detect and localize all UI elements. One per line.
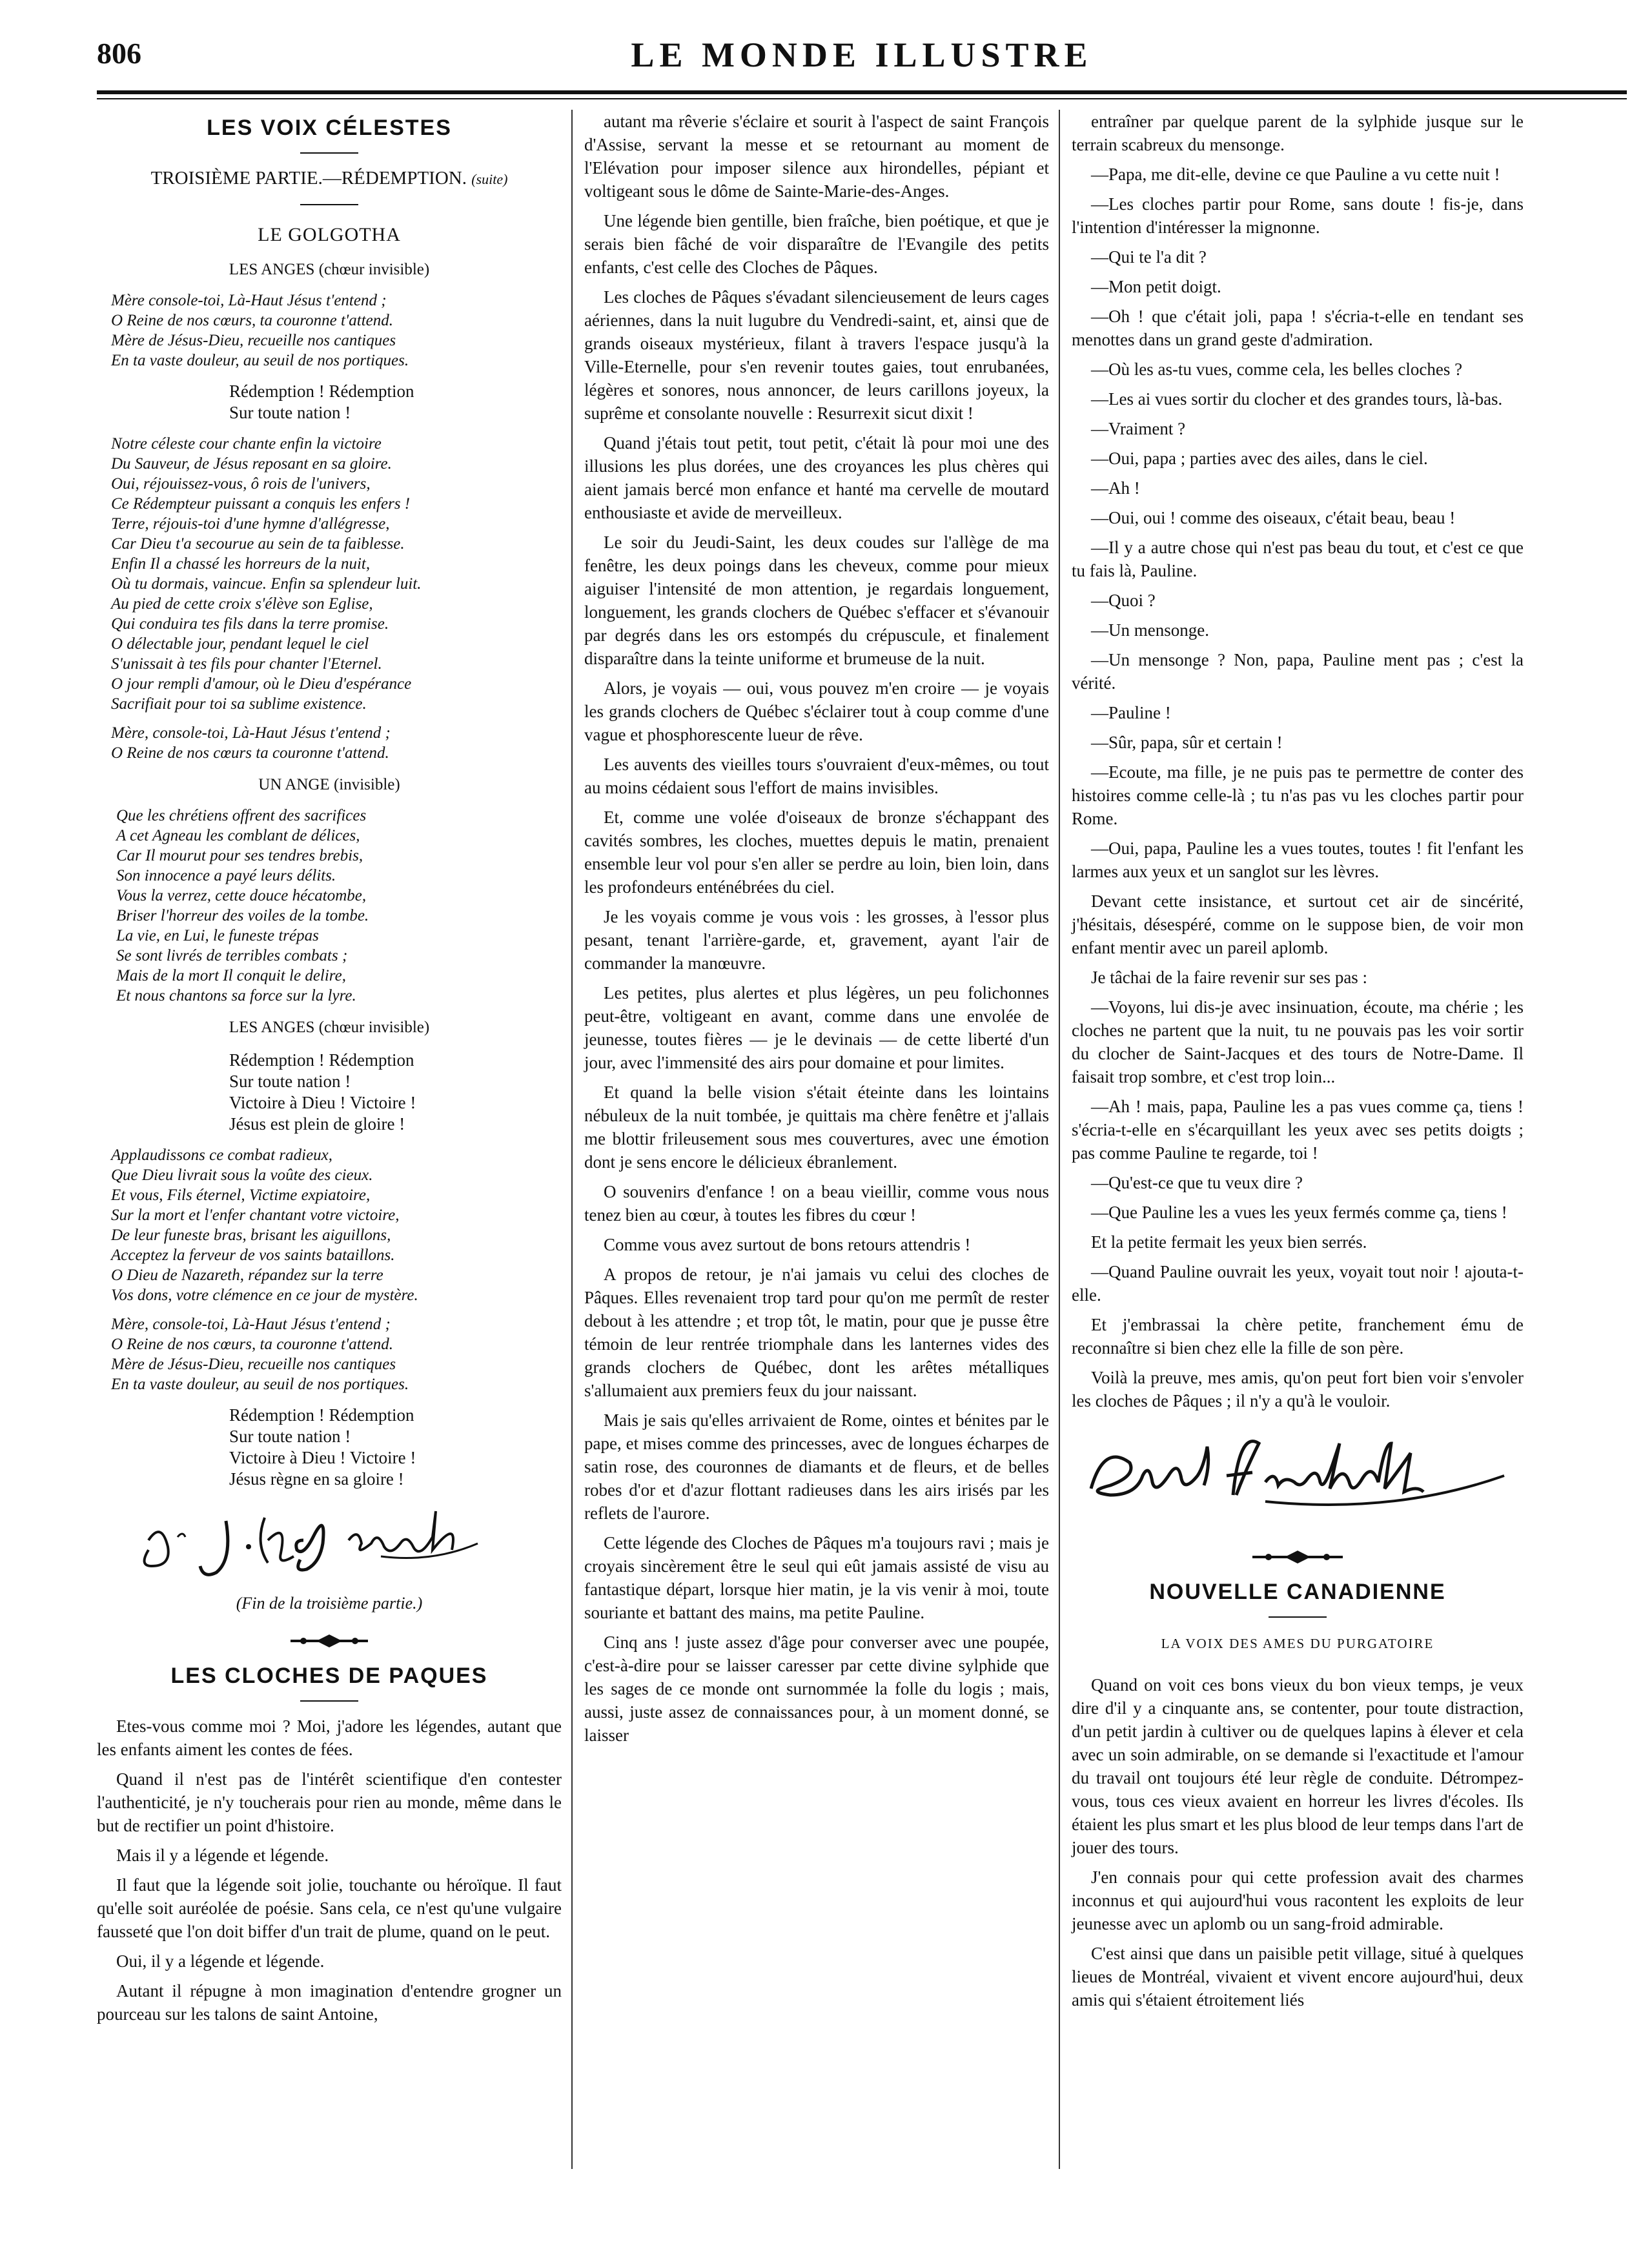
paragraph: O souvenirs d'enfance ! on a beau vieillir, comme vous nous tenez bien au cœur, à toutes les fibres du cœur ! <box>584 1182 1049 1225</box>
verse-line: S'unissait à tes fils pour chanter l'Eternel. <box>111 655 382 673</box>
verse-line: Enfin Il a chassé les horreurs de la nuit, <box>111 555 371 573</box>
verse-line: Sacrifiait pour toi sa sublime existence. <box>111 695 367 713</box>
paragraph: Et j'embrassai la chère petite, franchement ému de reconnaître si bien chez elle la fille de son père. <box>1072 1315 1524 1358</box>
paragraph: Et quand la belle vision s'était éteinte dans les lointains nébuleux de la nuit tombée, je quittais ma chère fenêtre et j'allais me blottir frileusement sous mes couvertures, avec une émotion dont je sens encore le délicieux ébranlement. <box>584 1083 1049 1172</box>
verse-line: Mère console-toi, Là-Haut Jésus t'entend ; <box>111 292 387 309</box>
part-title: TROISIÈME PARTIE.—RÉDEMPTION. <box>150 168 467 188</box>
title-rule <box>300 1700 358 1702</box>
poem-stanza <box>111 1314 562 1394</box>
paragraph: —Vraiment ? <box>1091 419 1186 438</box>
verse-line: Victoire à Dieu ! Victoire ! <box>229 1448 416 1467</box>
paragraph: —Oui, papa, Pauline les a vues toutes, toutes ! fit l'enfant les larmes aux yeux et un sanglot sur les lèvres. <box>1072 839 1524 881</box>
paragraph: —Pauline ! <box>1091 703 1171 722</box>
article-title: NOUVELLE CANADIENNE <box>1149 1580 1446 1604</box>
paragraph: Et, comme une volée d'oiseaux de bronze s'échappant des cavités sombres, les cloches, muettes depuis le matin, prenaient ensemble leur vol pour s'en aller se perdre au loin, bien loin, dans les profondeurs enténébrées du ciel. <box>584 808 1049 897</box>
paragraph: —Les ai vues sortir du clocher et des grandes tours, là-bas. <box>1091 389 1503 409</box>
paragraph: —Voyons, lui dis-je avec insinuation, écoute, ma chérie ; les cloches ne partent que la nuit, tu ne pouvais pas les voir sortir du clocher de Saint-Jacques et des tours de Notre-Dame. Il faisait trop sombre, et c'est trop loin... <box>1072 997 1524 1086</box>
paragraph: autant ma rêverie s'éclaire et sourit à l'aspect de saint François d'Assise, servant la messe et se retournant au moment de l'Elévation pour imposer silence aux hirondelles, pépiant et voltigeant sous le dôme de Sainte-Marie-des-Anges. <box>584 112 1049 201</box>
paragraph: J'en connais pour qui cette profession avait des charmes inconnus et qui aujourd'hui vous racontent les exploits de leur jeunesse avec un aplomb ou un sang-froid admirable. <box>1072 1868 1524 1933</box>
verse-line: Rédemption ! Rédemption <box>229 1050 414 1070</box>
section-title: LE GOLGOTHA <box>258 224 401 245</box>
verse-line: Car Dieu t'a secourue au sein de ta faiblesse. <box>111 535 405 553</box>
verse-line: Rédemption ! Rédemption <box>229 382 414 401</box>
paragraph: —Oui, oui ! comme des oiseaux, c'était beau, beau ! <box>1091 508 1456 527</box>
part-suite: (suite) <box>471 171 508 187</box>
paragraph: Quand il n'est pas de l'intérêt scientifique d'en contester l'authenticité, je n'y toucherais pour rien au monde, même dans le but de rectifier un point d'histoire. <box>97 1769 562 1835</box>
verse-line: A cet Agneau les comblant de délices, <box>116 827 360 844</box>
verse-line: Mère, console-toi, Là-Haut Jésus t'entend ; <box>111 1316 391 1333</box>
author-signature <box>97 1502 562 1585</box>
page-number: 806 <box>97 37 141 70</box>
section-title: LA VOIX DES AMES DU PURGATOIRE <box>1161 1636 1434 1651</box>
verse-line: Que les chrétiens offrent des sacrifices <box>116 807 367 824</box>
verse-line: Sur toute nation ! <box>229 1427 351 1446</box>
end-note: (Fin de la troisième partie.) <box>236 1594 423 1613</box>
paragraph: —Un mensonge ? Non, papa, Pauline ment pas ; c'est la vérité. <box>1072 650 1524 693</box>
article-body <box>1072 1673 1524 2011</box>
verse-line: O Dieu de Nazareth, répandez sur la terre <box>111 1267 383 1284</box>
paragraph: Les petites, plus alertes et plus légères, un peu folichonnes peut-être, voltigeant en avant, comme dans une envolée de jeunesse, toutes fières — je le devinais — de cette liberté d'un jour, avec l'immensité des airs pour domaine et pour limites. <box>584 983 1049 1072</box>
paragraph: Les cloches de Pâques s'évadant silencieusement de leurs cages aériennes, dans la nuit lugubre du Vendredi-saint, et, ainsi que de grands oiseaux mystérieux, filant à travers l'espace jusqu'à la Ville-Eternelle, pour s'en revenir toutes gaies, tout enrubanées, légères et sonores, nous annoncer, de leurs carillons joyeux, la suprême et consolante nouvelle : Resurrexit sicut dixit ! <box>584 287 1049 423</box>
verse-line: Terre, réjouis-toi d'une hymne d'allégresse, <box>111 515 390 533</box>
paragraph: Etes-vous comme moi ? Moi, j'adore les légendes, autant que les enfants aiment les contes de fées. <box>97 1716 562 1759</box>
verse-line: De leur funeste bras, brisant les aiguillons, <box>111 1227 391 1244</box>
paragraph: Alors, je voyais — oui, vous pouvez m'en croire — je voyais les grands clochers de Québec s'éclairer tout à coup comme d'une vague et phosphorescente lueur de rêve. <box>584 678 1049 744</box>
title-rule <box>300 152 358 154</box>
verse-line: Car Il mourut pour ses tendres brebis, <box>116 847 363 864</box>
verse-line: O Reine de nos cœurs ta couronne t'attend. <box>111 744 389 762</box>
voice-label: LES ANGES (chœur invisible) <box>229 261 430 278</box>
paragraph: Cinq ans ! juste assez d'âge pour converser avec une poupée, c'est-à-dire pour se laisser caresser par cette divine sylphide que les sages de ce monde ont surnommée la folle du logis ; mais, aussi, juste assez de connaissances pour, à un moment donné, se laisser <box>584 1633 1049 1745</box>
verse-line: O Reine de nos cœurs, ta couronne t'attend. <box>111 1336 393 1353</box>
column-1 <box>97 110 562 2032</box>
poem-stanza <box>111 290 562 371</box>
verse-line: Qui conduira tes fils dans la terre promise. <box>111 615 389 633</box>
paragraph: —Quoi ? <box>1091 591 1156 610</box>
column-2 <box>584 110 1049 1753</box>
verse-line: Oui, réjouissez-vous, ô rois de l'univers, <box>111 475 371 493</box>
poem-stanza <box>116 806 562 1006</box>
article-title: LES CLOCHES DE PAQUES <box>170 1664 488 1688</box>
author-signature <box>1072 1424 1524 1534</box>
paragraph: —Où les as-tu vues, comme cela, les belles cloches ? <box>1091 360 1463 379</box>
column-3 <box>1072 110 1524 2018</box>
verse-line: Et nous chantons sa force sur la lyre. <box>116 987 356 1004</box>
part-rule <box>300 204 358 205</box>
verse-line: Et vous, Fils éternel, Victime expiatoire, <box>111 1186 371 1204</box>
paragraph: Quand j'étais tout petit, tout petit, c'était là pour moi une des illusions les plus dorées, une des croyances les plus chères qui aient jamais bercé mon enfance et hanté ma cervelle de moutard enthousiaste et avide de merveilleux. <box>584 433 1049 522</box>
paragraph: —Sûr, papa, sûr et certain ! <box>1091 733 1283 752</box>
part-heading <box>97 167 562 191</box>
paragraph: —Mon petit doigt. <box>1091 277 1221 296</box>
masthead-title: LE MONDE ILLUSTRE <box>631 36 1093 74</box>
verse-line: La vie, en Lui, le funeste trépas <box>116 927 319 944</box>
verse-line: Jésus règne en sa gloire ! <box>229 1469 404 1489</box>
paragraph: —Un mensonge. <box>1091 620 1209 640</box>
verse-line: Se sont livrés de terribles combats ; <box>116 947 348 964</box>
verse-line: Vous la verrez, cette douce hécatombe, <box>116 887 367 904</box>
verse-line: Vos dons, votre clémence en ce jour de mystère. <box>111 1287 418 1304</box>
refrain <box>229 1405 562 1490</box>
voice-label: UN ANGE (invisible) <box>258 776 400 793</box>
paragraph: Voilà la preuve, mes amis, qu'on peut fort bien voir s'envoler les cloches de Pâques ; il n'y a qu'à le vouloir. <box>1072 1368 1524 1410</box>
verse-line: Ce Rédempteur puissant a conquis les enfers ! <box>111 495 411 513</box>
paragraph: —Oh ! que c'était joli, papa ! s'écria-t-elle en tendant ses menottes dans un grand geste d'admiration. <box>1072 307 1524 349</box>
refrain <box>229 1050 562 1135</box>
paragraph: —Que Pauline les a vues les yeux fermés comme ça, tiens ! <box>1091 1203 1507 1222</box>
verse-line: O Reine de nos cœurs, ta couronne t'attend. <box>111 312 393 329</box>
paragraph: Cette légende des Cloches de Pâques m'a toujours ravi ; mais je croyais sincèrement être le seul qui eût jamais assisté de visu au fantastique départ, lorsque hier matin, je la vis venir à moi, toute souriante et battant des mains, ma petite Pauline. <box>584 1533 1049 1622</box>
paragraph: Une légende bien gentille, bien fraîche, bien poétique, et que je serais bien fâché de voir disparaître de l'Evangile des petits enfants, c'est celle des Cloches de Pâques. <box>584 211 1049 277</box>
page-header <box>97 26 1627 84</box>
article-body <box>97 1715 562 2026</box>
verse-line: Mère de Jésus-Dieu, recueille nos cantiques <box>111 332 396 349</box>
fleuron-ornament <box>1072 1544 1524 1570</box>
signature-image <box>97 1502 562 1585</box>
header-rule-thin <box>97 98 1627 99</box>
paragraph: —Qu'est-ce que tu veux dire ? <box>1091 1173 1303 1192</box>
paragraph: Oui, il y a légende et légende. <box>116 1951 325 1971</box>
verse-line: Jésus est plein de gloire ! <box>229 1114 405 1134</box>
paragraph: A propos de retour, je n'ai jamais vu celui des cloches de Pâques. Elles revenaient trop tard pour qu'on me permît de rester debout à les attendre ; et trop tôt, le matin, pour que je pusse être témoin de leur rentrée triomphale dans les lanternes vides des grands clochers de Québec, dont les arêtes métalliques s'allumaient aux premiers feux du jour naissant. <box>584 1265 1049 1400</box>
verse-line: Acceptez la ferveur de vos saints bataillons. <box>111 1247 395 1264</box>
paragraph: —Les cloches partir pour Rome, sans doute ! fis-je, dans l'intention d'intéresser la mignonne. <box>1072 194 1524 237</box>
verse-line: Son innocence a payé leurs délits. <box>116 867 336 884</box>
paragraph: Mais il y a légende et légende. <box>116 1846 329 1865</box>
verse-line: Sur la mort et l'enfer chantant votre victoire, <box>111 1206 400 1224</box>
verse-line: Mère, console-toi, Là-Haut Jésus t'entend ; <box>111 724 391 742</box>
poem-stanza <box>111 723 562 763</box>
paragraph: Je les voyais comme je vous vois : les grosses, à l'essor plus pesant, tenant l'arrière-garde, et, gravement, ayant l'air de commander la manœuvre. <box>584 907 1049 973</box>
signature-image <box>1072 1424 1524 1534</box>
paragraph: C'est ainsi que dans un paisible petit village, situé à quelques lieues de Montréal, vivaient et vivent encore aujourd'hui, deux amis qui s'étaient étroitement liés <box>1072 1944 1524 2010</box>
verse-line: En ta vaste douleur, au seuil de nos portiques. <box>111 1376 409 1393</box>
paragraph: —Papa, me dit-elle, devine ce que Pauline a vu cette nuit ! <box>1091 165 1500 184</box>
paragraph: —Il y a autre chose qui n'est pas beau du tout, et c'est ce que tu fais là, Pauline. <box>1072 538 1524 580</box>
paragraph: Et la petite fermait les yeux bien serrés. <box>1091 1232 1367 1252</box>
verse-line: Mère de Jésus-Dieu, recueille nos cantiques <box>111 1356 396 1373</box>
poem-stanza <box>111 434 562 714</box>
paragraph: —Quand Pauline ouvrait les yeux, voyait tout noir ! ajouta-t-elle. <box>1072 1262 1524 1305</box>
verse-line: O délectable jour, pendant lequel le ciel <box>111 635 369 653</box>
paragraph: Comme vous avez surtout de bons retours attendris ! <box>604 1235 971 1254</box>
paragraph: —Ah ! mais, papa, Pauline les a pas vues comme ça, tiens ! s'écria-t-elle en s'écarquillant les yeux avec ses petits doigts ; pas comme Pauline te regarde, toi ! <box>1072 1097 1524 1163</box>
paragraph: Les auvents des vieilles tours s'ouvraient d'eux-mêmes, ou tout au moins cédaient sous l'effort de mains invisibles. <box>584 755 1049 797</box>
paragraph: —Qui te l'a dit ? <box>1091 247 1207 267</box>
verse-line: Sur toute nation ! <box>229 1072 351 1091</box>
verse-line: Applaudissons ce combat radieux, <box>111 1146 333 1164</box>
paragraph: —Oui, papa ; parties avec des ailes, dans le ciel. <box>1091 449 1428 468</box>
refrain <box>229 381 562 423</box>
voice-label: LES ANGES (chœur invisible) <box>229 1019 430 1036</box>
header-rule <box>97 90 1627 94</box>
column-divider <box>571 110 573 2169</box>
paragraph: Autant il répugne à mon imagination d'entendre grogner un pourceau sur les talons de saint Antoine, <box>97 1981 562 2024</box>
verse-line: Rédemption ! Rédemption <box>229 1405 414 1425</box>
verse-line: Briser l'horreur des voiles de la tombe. <box>116 907 369 924</box>
paragraph: Je tâchai de la faire revenir sur ses pas : <box>1091 968 1368 987</box>
verse-line: O jour rempli d'amour, où le Dieu d'espérance <box>111 675 412 693</box>
verse-line: Au pied de cette croix s'élève son Eglise, <box>111 595 373 613</box>
verse-line: Notre céleste cour chante enfin la victoire <box>111 435 382 453</box>
article-title: LES VOIX CÉLESTES <box>207 116 452 140</box>
paragraph: Quand on voit ces bons vieux du bon vieux temps, je veux dire d'il y a cinquante ans, se contenter, pour toute distraction, d'un petit jardin à cultiver ou de quelques lapins à élever et cela avec un soin admirable, on se demande si l'exactitude et l'amour du travail ont toujours été leur règle de conduite. Détrompez-vous, tous ces vieux avaient en horreur les livres d'écoles. Ils étaient les plus smart et les plus blood de leur temps dans l'art de jouer des tours. <box>1072 1675 1524 1857</box>
title-rule <box>1269 1616 1327 1618</box>
column-divider <box>1059 110 1060 2169</box>
poem-stanza <box>111 1145 562 1305</box>
verse-line: Victoire à Dieu ! Victoire ! <box>229 1093 416 1112</box>
verse-line: Mais de la mort Il conquit le delire, <box>116 967 346 984</box>
paragraph: Il faut que la légende soit jolie, touchante ou héroïque. Il faut qu'elle soit auréolée de poésie. Sans cela, ce n'est qu'une vulgaire fausseté que l'on doit biffer d'un trait de plume, quand on le peut. <box>97 1875 562 1941</box>
verse-line: En ta vaste douleur, au seuil de nos portiques. <box>111 352 409 369</box>
article-body <box>1072 110 1524 1412</box>
article-body <box>584 110 1049 1747</box>
verse-line: Que Dieu livrait sous la voûte des cieux. <box>111 1166 373 1184</box>
paragraph: Mais je sais qu'elles arrivaient de Rome, ointes et bénites par le pape, et mises comme des princesses, avec de longues écharpes de satin rose, des couronnes de diamants et de fleurs, et de belles robes d'or et d'azur flottant radieuses dans les airs irisés par les reflets de l'aurore. <box>584 1410 1049 1523</box>
verse-line: Du Sauveur, de Jésus reposant en sa gloire. <box>111 455 392 473</box>
fleuron-ornament <box>97 1628 562 1654</box>
paragraph: Devant cette insistance, et surtout cet air de sincérité, j'hésitais, désespéré, comme on le suppose bien, de voir mon enfant mentir avec un pareil aplomb. <box>1072 891 1524 957</box>
verse-line: Sur toute nation ! <box>229 403 351 422</box>
paragraph: —Ecoute, ma fille, je ne puis pas te permettre de conter des histoires comme celle-là ; tu n'as pas vu les cloches partir pour Rome. <box>1072 762 1524 828</box>
paragraph: —Ah ! <box>1091 478 1140 498</box>
verse-line: Où tu dormais, vaincue. Enfin sa splendeur luit. <box>111 575 422 593</box>
paragraph: Le soir du Jeudi-Saint, les deux coudes sur l'allège de ma fenêtre, les deux poings dans les cheveux, comme pour mieux aiguiser l'intensité de mon attention, je regardais longuement, longuement, les grands clochers de Québec s'effacer et s'évanouir par degrés dans les ors estompés du crépuscule, et finalement disparaître dans la teinte uniforme et brumeuse de la nuit. <box>584 533 1049 668</box>
paragraph: entraîner par quelque parent de la sylphide jusque sur le terrain scabreux du mensonge. <box>1072 112 1524 154</box>
